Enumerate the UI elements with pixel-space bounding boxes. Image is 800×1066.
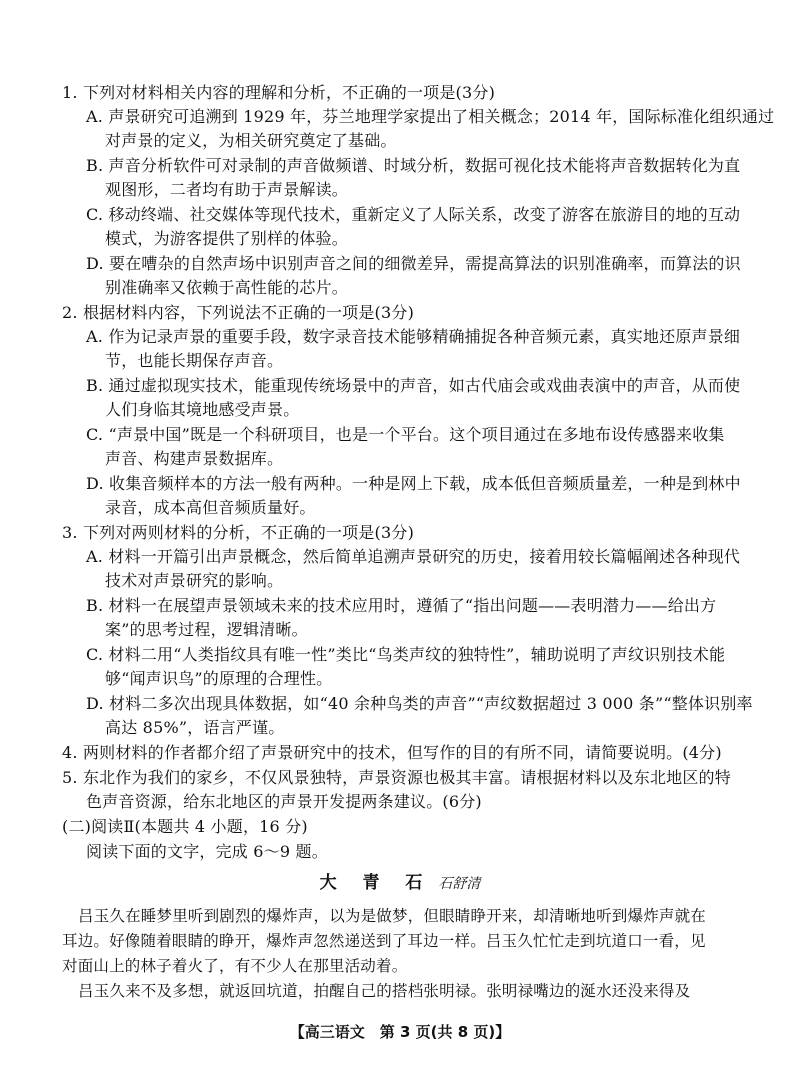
q3-option-d: D. 材料二多次出现具体数据，如“40 余种鸟类的声音”“声纹数据超过 3 000 条”“整体识别率 (86, 694, 753, 713)
q3-option-c: C. 材料二用“人类指纹具有唯一性”类比“鸟类声纹的独特性”，辅助说明了声纹识别技术能 (86, 645, 726, 664)
page-footer: 【高三语文 第 3 页(共 8 页)】 (289, 1023, 511, 1041)
story-title-line (0, 872, 800, 895)
story-paragraph-1-line-2: 耳边。好像随着眼睛的睁开，爆炸声忽然递送到了耳边一样。吕玉久忙忙走到坑道口一看，见 (62, 932, 706, 950)
q3-option-d-cont: 高达 85%”，语言严谨。 (105, 718, 285, 737)
story-paragraph-1-line-3: 对面山上的林子着火了，有不少人在那里活动着。 (62, 957, 408, 975)
q2-option-c-cont: 声音、构建声景数据库。 (105, 449, 284, 468)
q1-option-a: A. 声景研究可追溯到 1929 年，芬兰地理学家提出了相关概念；2014 年，国际标准化组织通过 (86, 107, 775, 126)
story-title: 大 青 石 (319, 873, 433, 893)
q3-option-b-cont: 案”的思考过程，逻辑清晰。 (105, 620, 308, 639)
q1-option-a-cont: 对声景的定义，为相关研究奠定了基础。 (105, 131, 397, 150)
q2-option-a: A. 作为记录声景的重要手段，数字录音技术能够精确捕捉各种音频元素，真实地还原声景细 (86, 327, 741, 346)
q1-option-c: C. 移动终端、社交媒体等现代技术，重新定义了人际关系，改变了游客在旅游目的地的互动 (86, 205, 741, 224)
q1-option-c-cont: 模式，为游客提供了别样的体验。 (105, 229, 349, 248)
q2-option-b: B. 通过虚拟现实技术，能重现传统场景中的声音，如古代庙会或戏曲表演中的声音，从而使 (86, 376, 741, 395)
q2-option-d: D. 收集音频样本的方法一般有两种。一种是网上下载，成本低但音频质量差，一种是到林中 (86, 474, 741, 493)
q3-stem: 3. 下列对两则材料的分析，不正确的一项是(3分) (62, 523, 415, 542)
q2-option-a-cont: 节，也能长期保存声音。 (105, 351, 284, 370)
q1-option-d-cont: 别准确率又依赖于高性能的芯片。 (105, 278, 349, 297)
q2-option-c: C. “声景中国”既是一个科研项目，也是一个平台。这个项目通过在多地布设传感器来收集 (86, 425, 725, 444)
q3-option-a: A. 材料一开篇引出声景概念，然后简单追溯声景研究的历史，接着用较长篇幅阐述各种现代 (86, 547, 741, 566)
q1-option-b: B. 声音分析软件可对录制的声音做频谱、时域分析，数据可视化技术能将声音数据转化为直 (86, 156, 741, 175)
q1-stem: 1. 下列对材料相关内容的理解和分析，不正确的一项是(3分) (62, 83, 496, 102)
story-author: 石舒清 (438, 876, 481, 892)
q5-stem: 5. 东北作为我们的家乡，不仅风景独特，声景资源也极其丰富。请根据材料以及东北地区的特 (62, 768, 731, 787)
q5-stem-cont: 色声音资源，给东北地区的声景开发提两条建议。(6分) (86, 792, 482, 811)
q1-option-b-cont: 观图形，二者均有助于声景解读。 (105, 180, 349, 199)
q2-stem: 2. 根据材料内容，下列说法不正确的一项是(3分) (62, 303, 415, 322)
q4-stem: 4. 两则材料的作者都介绍了声景研究中的技术，但写作的目的有所不同，请简要说明。(4分) (62, 743, 722, 762)
q3-option-c-cont: 够“闻声识鸟”的原理的合理性。 (105, 669, 333, 688)
q3-option-a-cont: 技术对声景研究的影响。 (105, 571, 284, 590)
section-instruction: 阅读下面的文字，完成 6～9 题。 (86, 842, 328, 861)
q1-option-d: D. 要在嘈杂的自然声场中识别声音之间的细微差异，需提高算法的识别准确率，而算法的识 (86, 254, 741, 273)
story-paragraph-1-line-1: 吕玉久在睡梦里听到剧烈的爆炸声，以为是做梦，但眼睛睁开来，却清晰地听到爆炸声就在 (78, 907, 707, 925)
q2-option-b-cont: 人们身临其境地感受声景。 (105, 400, 300, 419)
q3-option-b: B. 材料一在展望声景领域未来的技术应用时，遵循了“指出问题——表明潜力——给出方 (86, 596, 717, 615)
section-heading: (二)阅读Ⅱ(本题共 4 小题，16 分) (62, 817, 308, 836)
q2-option-d-cont: 录音，成本高但音频质量好。 (105, 498, 316, 517)
story-paragraph-2-line-1: 吕玉久来不及多想，就返回坑道，拍醒自己的搭档张明禄。张明禄嘴边的涎水还没来得及 (78, 982, 691, 1000)
